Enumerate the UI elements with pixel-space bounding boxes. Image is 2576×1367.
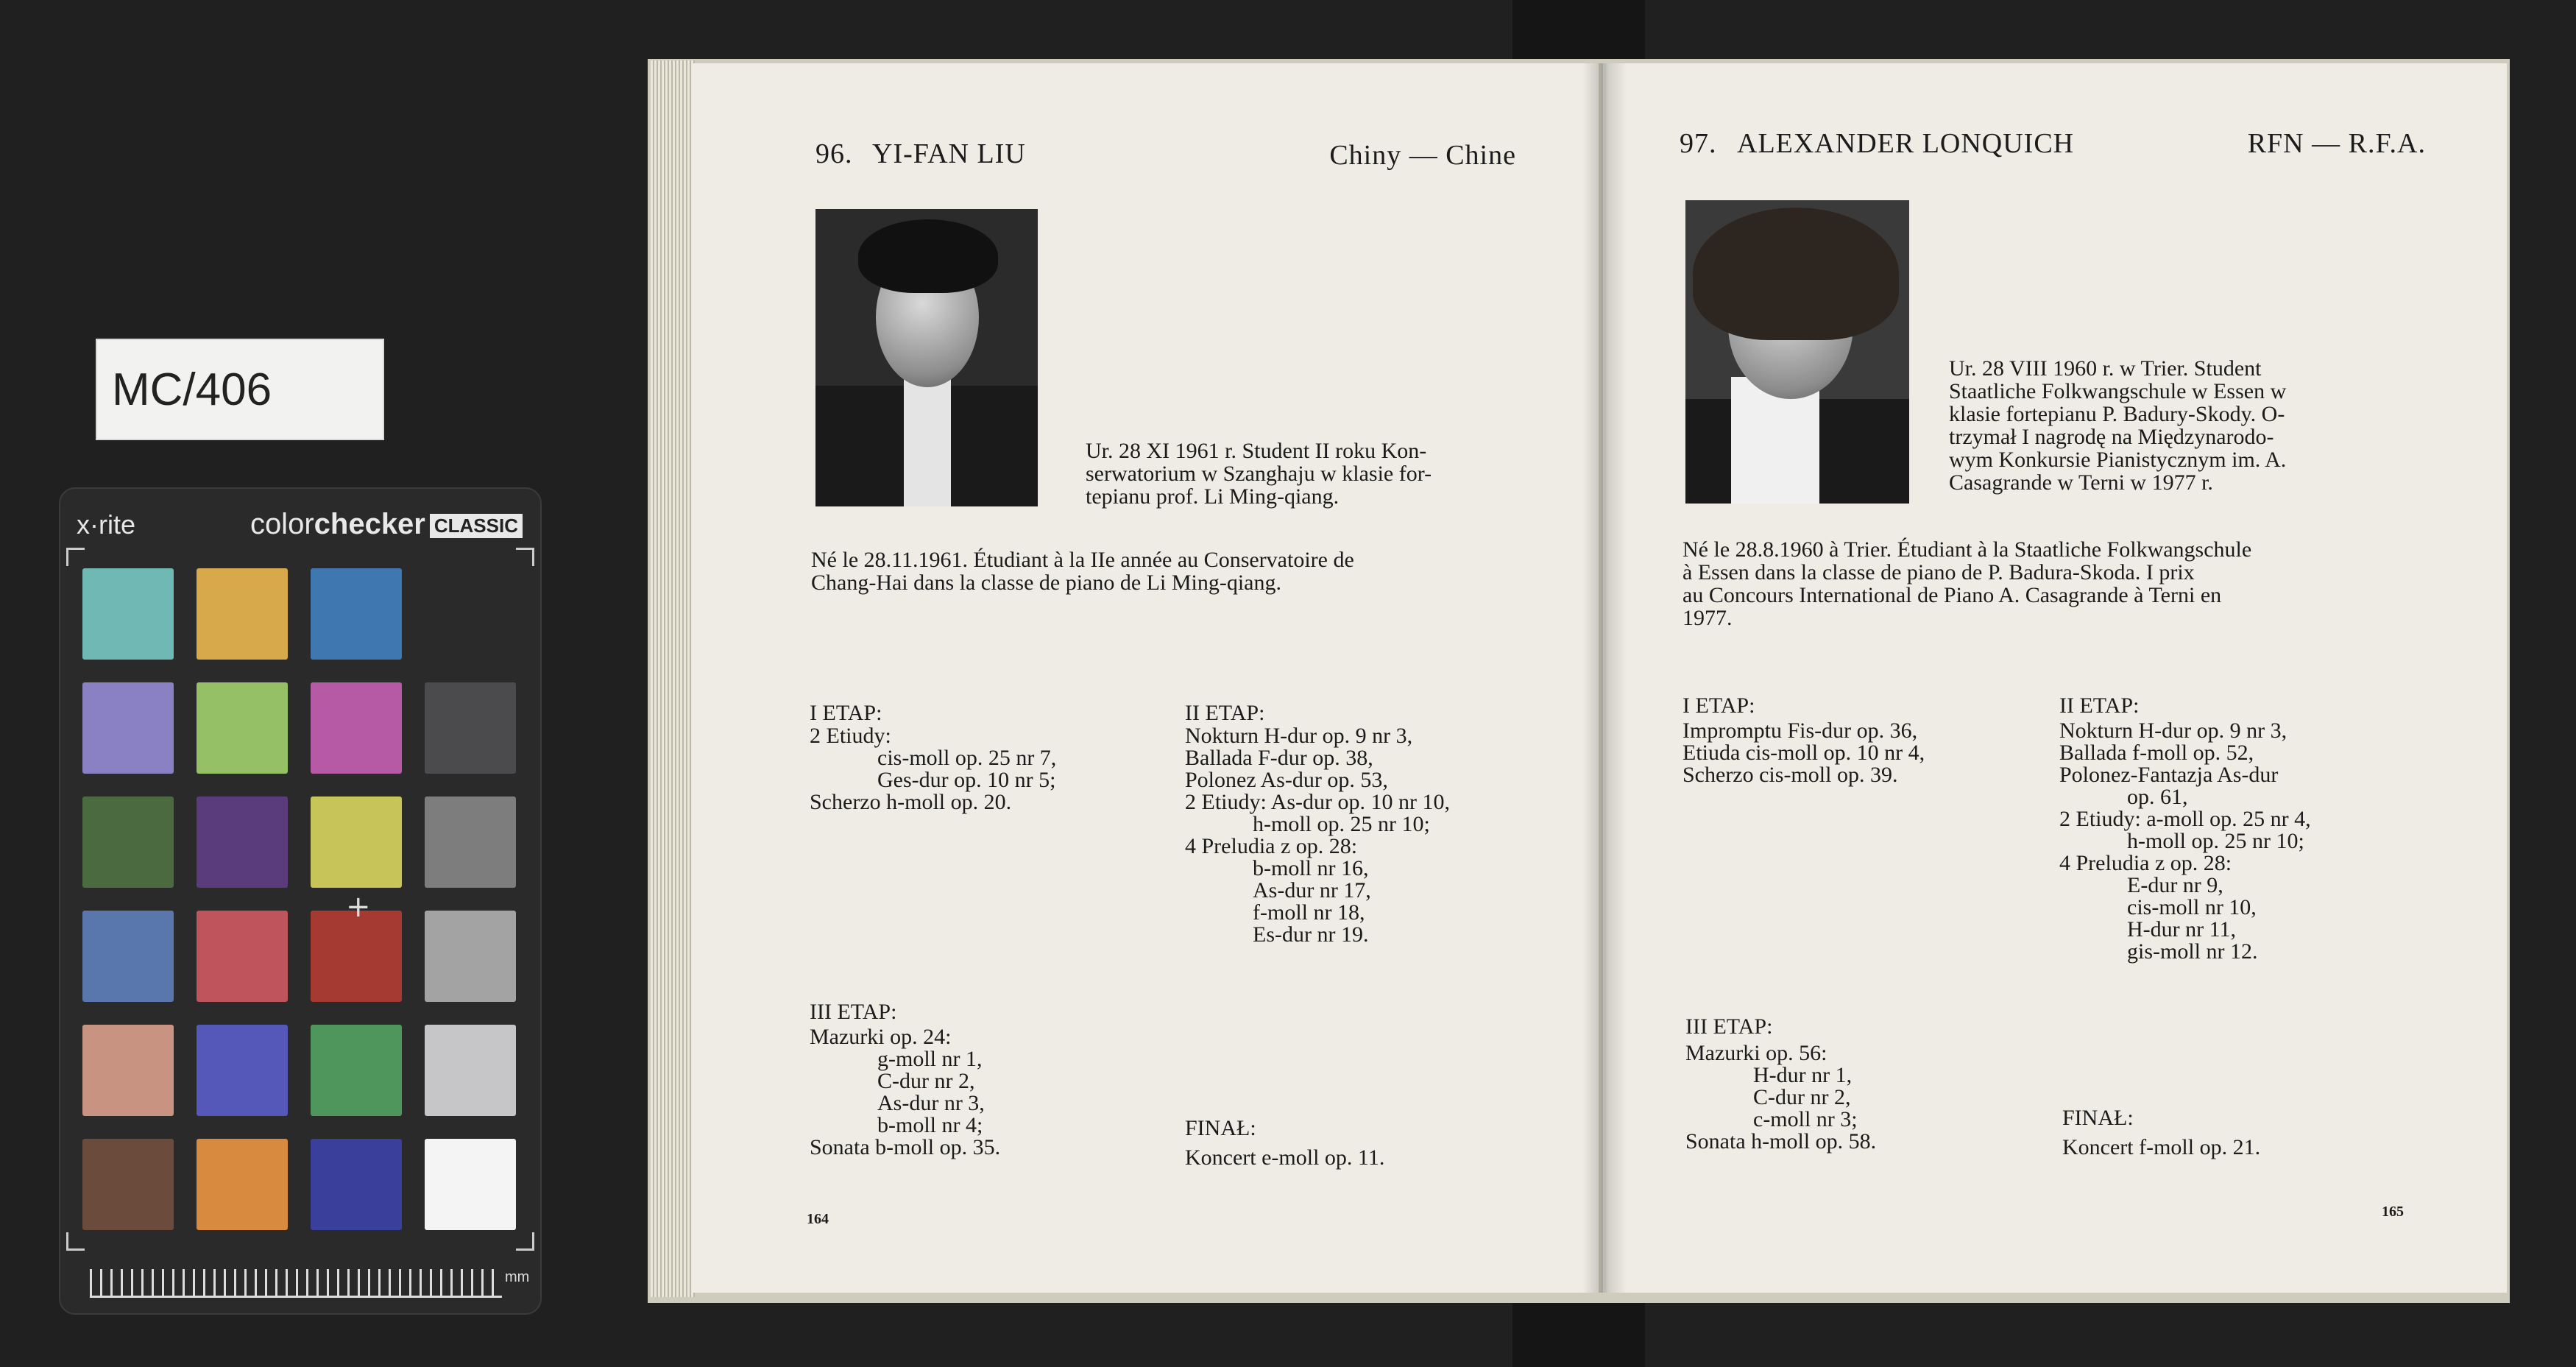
photo-hair — [1693, 208, 1899, 340]
left-page — [692, 63, 1599, 1293]
repertoire-line: Etiuda cis-moll op. 10 nr 4, — [1682, 741, 1925, 765]
repertoire-line: Ballada f-moll op. 52, — [2059, 741, 2254, 765]
photo-hair — [858, 219, 998, 293]
repertoire-line: Scherzo cis-moll op. 39. — [1682, 763, 1898, 787]
etap1-block — [1682, 695, 1925, 786]
etap2-block — [2059, 695, 2311, 963]
color-swatch — [425, 1139, 516, 1230]
repertoire-line: g-moll nr 1, — [877, 1047, 983, 1071]
etap-title: III ETAP: — [1685, 1014, 1773, 1039]
repertoire-line: 4 Preludia z op. 28: — [2059, 851, 2232, 875]
bio-french — [811, 549, 1354, 595]
classic-badge: CLASSIC — [430, 514, 523, 538]
pianist-photo — [815, 209, 1038, 506]
color-swatch — [425, 1025, 516, 1116]
repertoire-line: f-moll nr 18, — [1253, 900, 1365, 925]
repertoire-line: Es-dur nr 19. — [1253, 922, 1369, 947]
corner-mark — [516, 1232, 534, 1251]
bio-polish — [1949, 358, 2427, 495]
pianist-photo — [1685, 200, 1909, 504]
color-swatch — [425, 568, 516, 660]
repertoire-line: Nokturn H-dur op. 9 nr 3, — [1185, 724, 1413, 748]
bio-line: Ur. 28 VIII 1960 r. w Trier. Student — [1949, 356, 2262, 381]
color-swatch — [311, 1139, 402, 1230]
etap-title: II ETAP: — [2059, 693, 2140, 718]
color-swatch — [82, 796, 174, 888]
repertoire-line: 2 Etiudy: — [810, 724, 891, 748]
repertoire-line: H-dur nr 11, — [2127, 917, 2237, 942]
repertoire-line: As-dur nr 17, — [1253, 878, 1371, 902]
photo-shirt — [904, 378, 951, 506]
repertoire-line: Ballada F-dur op. 38, — [1185, 746, 1373, 770]
repertoire-line: Ges-dur op. 10 nr 5; — [877, 768, 1056, 792]
entry-number: 97. — [1680, 128, 1717, 159]
repertoire-line: H-dur nr 1, — [1753, 1063, 1853, 1087]
repertoire-line: C-dur nr 2, — [1753, 1085, 1851, 1109]
etap-title: I ETAP: — [1682, 693, 1755, 718]
color-swatch — [311, 568, 402, 660]
final-block — [1185, 1117, 1384, 1169]
page-edges — [651, 60, 695, 1297]
repertoire-line: 4 Preludia z op. 28: — [1185, 834, 1358, 858]
bio-line: Chang-Hai dans la classe de piano de Li Ming-qiang. — [811, 571, 1281, 595]
repertoire-line: As-dur nr 3, — [877, 1091, 985, 1115]
color-swatch — [311, 682, 402, 774]
color-swatch — [197, 1139, 288, 1230]
color-swatch — [197, 1025, 288, 1116]
archive-id-label: MC/406 — [96, 339, 384, 440]
pianist-country: RFN — R.F.A. — [2247, 128, 2426, 159]
final-title: FINAŁ: — [1185, 1116, 1256, 1140]
bio-polish — [1086, 440, 1494, 509]
bio-line: 1977. — [1682, 606, 1733, 630]
color-swatch — [311, 796, 402, 888]
repertoire-line: c-moll nr 3; — [1753, 1107, 1858, 1131]
colorchecker-title-bold: checker — [314, 508, 425, 540]
repertoire-line: 2 Etiudy: a-moll op. 25 nr 4, — [2059, 807, 2311, 831]
repertoire-line: Polonez As-dur op. 53, — [1185, 768, 1388, 792]
bio-line: Ur. 28 XI 1961 r. Student II roku Kon- — [1086, 439, 1427, 463]
bio-line: tepianu prof. Li Ming-qiang. — [1086, 484, 1340, 509]
bio-line: au Concours International de Piano A. Casagrande à Terni en — [1682, 583, 2222, 607]
repertoire-line: b-moll nr 16, — [1253, 856, 1369, 880]
colorchecker-title — [250, 508, 523, 541]
repertoire-line: h-moll op. 25 nr 10; — [2127, 829, 2304, 853]
bio-line: klasie fortepianu P. Badury-Skody. O- — [1949, 402, 2285, 426]
repertoire-line: 2 Etiudy: As-dur op. 10 nr 10, — [1185, 790, 1450, 814]
bio-line: Né le 28.8.1960 à Trier. Étudiant à la Staatliche Folkwangschule — [1682, 537, 2252, 562]
repertoire-line: Sonata h-moll op. 58. — [1685, 1129, 1877, 1154]
final-piece: Koncert f-moll op. 21. — [2062, 1135, 2261, 1159]
repertoire-line: C-dur nr 2, — [877, 1069, 975, 1093]
crosshair-icon: + — [346, 890, 371, 924]
bio-french — [1682, 539, 2251, 630]
mm-ruler — [90, 1269, 502, 1298]
repertoire-line: Nokturn H-dur op. 9 nr 3, — [2059, 718, 2287, 743]
pianist-country: Chiny — Chine — [1329, 140, 1516, 171]
repertoire-line: cis-moll nr 10, — [2127, 895, 2257, 919]
color-swatch — [197, 911, 288, 1002]
repertoire-line: Scherzo h-moll op. 20. — [810, 790, 1012, 814]
etap1-block — [810, 702, 1056, 813]
repertoire-line: Impromptu Fis-dur op. 36, — [1682, 718, 1918, 743]
color-swatch — [197, 568, 288, 660]
bio-line: Né le 28.11.1961. Étudiant à la IIe année au Conservatoire de — [811, 548, 1354, 572]
bio-line: trzymał I nagrodę na Międzynarodo- — [1949, 425, 2274, 449]
color-swatch — [197, 682, 288, 774]
entry-number: 96. — [815, 138, 853, 169]
repertoire-line: op. 61, — [2127, 785, 2188, 809]
etap3-block — [810, 1001, 1000, 1159]
pianist-name: ALEXANDER LONQUICH — [1737, 128, 2075, 159]
repertoire-line: h-moll op. 25 nr 10; — [1253, 812, 1430, 836]
etap-title: III ETAP: — [810, 1000, 897, 1024]
color-swatch — [425, 682, 516, 774]
bio-line: Staatliche Folkwangschule w Essen w — [1949, 379, 2287, 403]
color-swatch — [82, 911, 174, 1002]
color-swatch — [82, 568, 174, 660]
xrite-logo: x·rite — [77, 509, 135, 540]
bio-line: à Essen dans la classe de piano de P. Badura-Skoda. I prix — [1682, 560, 2195, 584]
color-swatch — [82, 1025, 174, 1116]
etap2-block — [1185, 702, 1450, 946]
repertoire-line: cis-moll op. 25 nr 7, — [877, 746, 1057, 770]
corner-mark — [66, 548, 85, 566]
color-swatch — [82, 682, 174, 774]
repertoire-line: Polonez-Fantazja As-dur — [2059, 763, 2279, 787]
page-number: 165 — [2382, 1204, 2404, 1220]
pianist-name: YI-FAN LIU — [872, 138, 1026, 169]
color-swatch — [82, 1139, 174, 1230]
corner-mark — [516, 548, 534, 566]
repertoire-line: Mazurki op. 24: — [810, 1025, 952, 1049]
color-swatch — [425, 796, 516, 888]
etap3-block — [1685, 1016, 1876, 1153]
final-block — [2062, 1107, 2260, 1159]
repertoire-line: b-moll nr 4; — [877, 1113, 983, 1137]
ruler-unit: mm — [505, 1269, 530, 1285]
color-checker-card — [59, 487, 542, 1315]
repertoire-line: Mazurki op. 56: — [1685, 1041, 1827, 1065]
bio-line: Casagrande w Terni w 1977 r. — [1949, 470, 2213, 495]
bio-line: wym Konkursie Pianistycznym im. A. — [1949, 448, 2287, 472]
right-page — [1603, 63, 2507, 1293]
repertoire-line: Sonata b-moll op. 35. — [810, 1135, 1001, 1159]
final-title: FINAŁ: — [2062, 1106, 2134, 1130]
repertoire-line: E-dur nr 9, — [2127, 873, 2223, 897]
book-gutter — [1582, 63, 1627, 1293]
repertoire-line: gis-moll nr 12. — [2127, 939, 2258, 964]
bio-line: serwatorium w Szanghaju w klasie for- — [1086, 462, 1432, 486]
corner-mark — [66, 1232, 85, 1251]
etap-title: II ETAP: — [1185, 701, 1265, 725]
color-swatch — [311, 1025, 402, 1116]
colorchecker-title-light: color — [250, 508, 314, 540]
etap-title: I ETAP: — [810, 701, 882, 725]
color-swatch — [311, 911, 402, 1002]
color-swatch — [425, 911, 516, 1002]
color-swatch — [197, 796, 288, 888]
final-piece: Koncert e-moll op. 11. — [1185, 1145, 1385, 1170]
page-number: 164 — [807, 1211, 829, 1227]
